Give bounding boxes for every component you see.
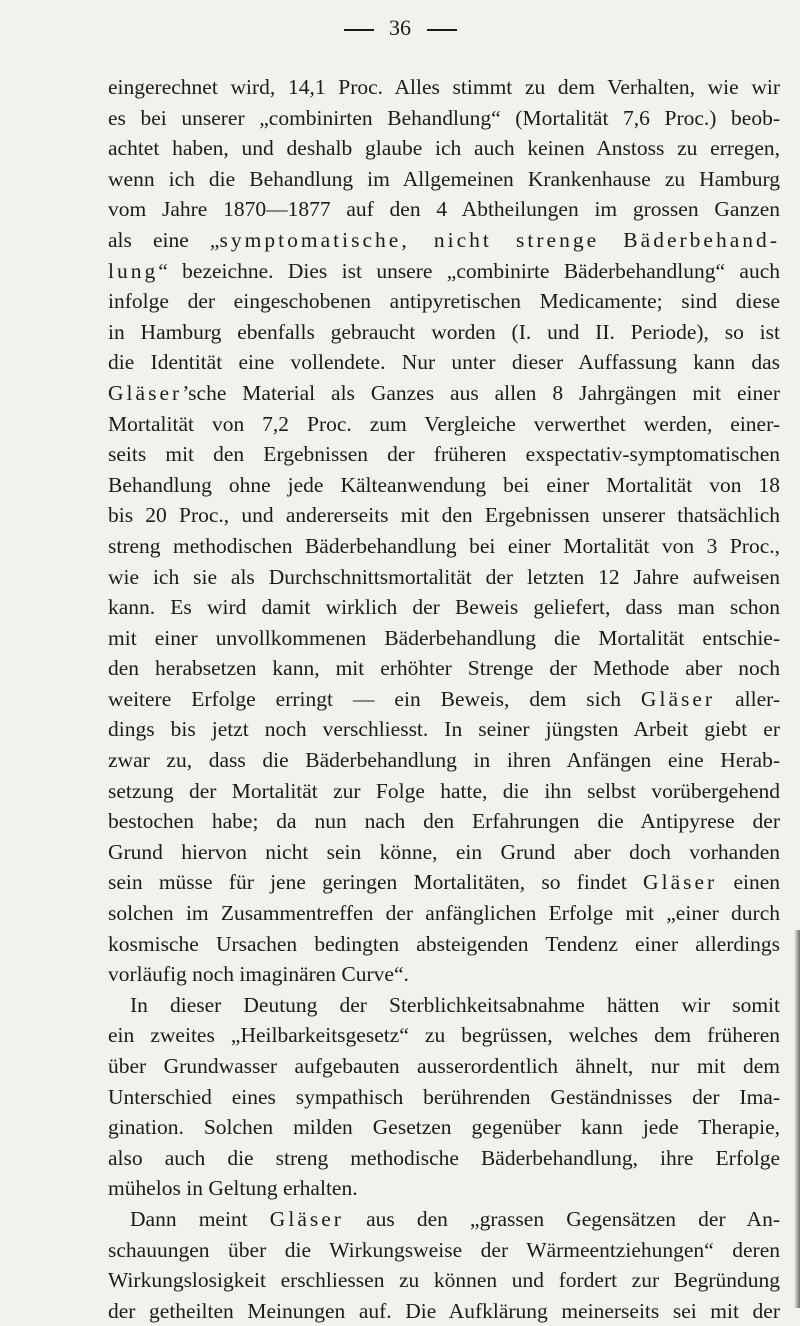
text-line [108,929,780,960]
text-line [108,1143,780,1174]
line-text: zwar zu, dass die Bäderbehandlung in ihren Anfängen eine Herab- [108,748,780,773]
text-line [108,898,780,929]
line-text: setzung der Mortalität zur Folge hatte, die ihn selbst vorübergehend [108,778,780,803]
line-text: Unterschied eines sympathisch berührenden Geständnisses der Ima- [108,1084,780,1109]
line-text: bestochen habe; da nun nach den Erfahrungen die Antipyrese der [108,809,780,834]
line-text: “ bezeichne. Dies ist unsere „combinirte Bäderbehandlung“ auch [158,258,780,283]
text-line [108,286,780,317]
text-line [108,470,780,501]
text-line [108,959,780,990]
text-line [108,225,780,256]
text-line [108,745,780,776]
line-text: Dann meint [130,1206,270,1231]
line-text: solchen im Zusammentreffen der anfänglichen Erfolge mit „einer durch [108,901,780,926]
line-text: dings bis jetzt noch verschliesst. In seiner jüngsten Arbeit giebt er [108,717,780,742]
text-line [108,194,780,225]
spaced-name-text: lung [108,258,159,283]
body-text [108,72,780,1326]
text-line [108,837,780,868]
text-line [108,133,780,164]
text-line [108,439,780,470]
page-edge-shadow [794,930,800,1308]
text-line [108,776,780,807]
line-text: In dieser Deutung der Sterblichkeitsabnahme hätten wir somit [130,992,780,1017]
line-text: also auch die streng methodische Bäderbehandlung, ihre Erfolge [108,1145,780,1170]
line-text: weitere Erfolge erringt — ein Beweis, dem sich [108,686,641,711]
line-text: Mortalität von 7,2 Proc. zum Vergleiche verwerthet werden, einer- [108,411,780,436]
text-line [108,684,780,715]
text-line [108,1204,780,1235]
text-line [108,592,780,623]
text-line [108,256,780,287]
spaced-name-text: Gläser [643,870,718,895]
spaced-name-text: Gläser [108,380,183,405]
text-line [108,1112,780,1143]
line-text: vorläufig noch imaginären Curve“. [108,962,409,987]
line-text: Behandlung ohne jede Kälteanwendung bei einer Mortalität von 18 [108,472,780,497]
line-text: infolge der eingeschobenen antipyretischen Medicamente; sind diese [108,289,780,314]
text-line [108,1082,780,1113]
line-text: seits mit den Ergebnissen der früheren exspectativ-symptomatischen [108,442,780,467]
text-line [108,562,780,593]
line-text: aller- [715,686,781,711]
line-text: kann. Es wird damit wirklich der Beweis geliefert, dass man schon [108,595,780,620]
line-text: eingerechnet wird, 14,1 Proc. Alles stimmt zu dem Verhalten, wie wir [108,75,780,99]
text-line [108,714,780,745]
line-text: der getheilten Meinungen auf. Die Aufklärung meinerseits sei mit der [108,1298,780,1323]
line-text: Wirkungslosigkeit erschliessen zu können und fordert zur Begründung [108,1268,780,1293]
text-line [108,1173,780,1204]
line-text: einen [717,870,780,895]
line-text: ein zweites „Heilbarkeitsgesetz“ zu begrüssen, welches dem früheren [108,1023,780,1048]
line-text: sein müsse für jene geringen Mortalitäten, so findet [108,870,644,895]
line-text: gination. Solchen milden Gesetzen gegenüber kann jede Therapie, [108,1115,780,1140]
text-line [108,1296,780,1326]
line-text: kosmische Ursachen bedingten absteigenden Tendenz einer allerdings [108,931,780,956]
text-line [108,378,780,409]
line-text: wenn ich die Behandlung im Allgemeinen Krankenhause zu Hamburg [108,166,780,191]
line-text: achtet haben, und deshalb glaube ich auch keinen Anstoss zu erregen, [108,136,780,161]
line-text: mit einer unvollkommenen Bäderbehandlung die Mortalität entschie- [108,625,780,650]
line-text: wie ich sie als Durchschnittsmortalität der letzten 12 Jahre aufweisen [108,564,780,589]
text-line [108,1265,780,1296]
text-line [108,103,780,134]
header-dash-left [344,29,374,31]
line-text: Grund hiervon nicht sein könne, ein Grund aber doch vorhanden [108,839,780,864]
page-number: 36 [389,15,411,40]
text-line [108,867,780,898]
text-line [108,500,780,531]
text-line [108,317,780,348]
spaced-name-text: Gläser [640,686,716,711]
spaced-name-text: symptomatische, nicht strenge Bäderbehand- [219,227,780,252]
line-text: als eine „ [108,227,220,252]
line-text: streng methodischen Bäderbehandlung bei einer Mortalität von 3 Proc., [108,533,780,558]
text-line [108,806,780,837]
text-line [108,1051,780,1082]
spaced-name-text: Gläser [269,1206,344,1231]
line-text: die Identität eine vollendete. Nur unter dieser Auffassung kann das [108,350,780,375]
text-line [108,990,780,1021]
line-text: schauungen über die Wirkungsweise der Wärmeentziehungen“ deren [108,1237,780,1262]
text-line [108,623,780,654]
text-line [108,653,780,684]
text-line [108,531,780,562]
text-line [108,72,780,103]
line-text: in Hamburg ebenfalls gebraucht worden (I. und II. Periode), so ist [108,319,780,344]
line-text: vom Jahre 1870—1877 auf den 4 Abtheilungen im grossen Ganzen [108,197,780,222]
line-text: aus den „grassen Gegensätzen der An- [343,1206,780,1231]
text-line [108,1020,780,1051]
text-line [108,347,780,378]
line-text: bis 20 Proc., und andererseits mit den Ergebnissen unserer thatsächlich [108,503,780,528]
line-text: über Grundwasser aufgebauten ausserordentlich ähnelt, nur mit dem [108,1054,780,1078]
line-text: den herabsetzen kann, mit erhöhter Strenge der Methode aber noch [108,656,780,681]
line-text: ’sche Material als Ganzes aus allen 8 Jahrgängen mit einer [182,380,780,405]
text-line [108,409,780,440]
line-text: es bei unserer „combinirten Behandlung“ (Mortalität 7,6 Proc.) beob- [108,105,780,130]
text-line [108,164,780,195]
header-dash-right [427,29,457,31]
line-text: mühelos in Geltung erhalten. [108,1176,358,1201]
text-line [108,1235,780,1266]
page-header [0,14,800,42]
